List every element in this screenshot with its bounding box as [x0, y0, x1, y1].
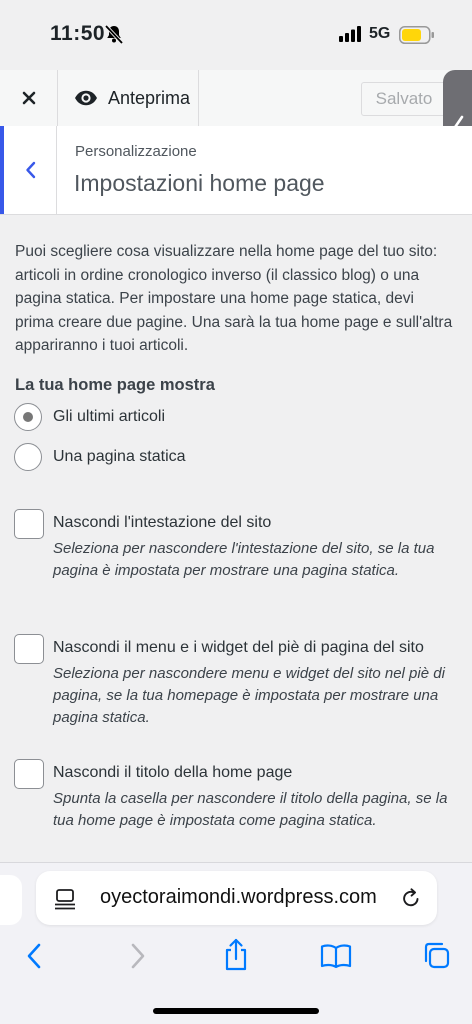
- checkbox[interactable]: [14, 509, 44, 539]
- bookmarks-icon[interactable]: [320, 943, 352, 974]
- reload-icon[interactable]: [400, 887, 422, 914]
- chevron-left-icon: [25, 161, 36, 179]
- cellular-signal-icon: [339, 26, 363, 47]
- address-bar[interactable]: [36, 871, 437, 925]
- home-indicator: [153, 1008, 319, 1014]
- section-description: Puoi scegliere cosa visualizzare nella home page del tuo sito: articoli in ordine cronologico inverso (il classico blog) o una pagina statica. Per impostare una home page statica, devi prima creare due pagine. Una sarà la tua home page e sull'altra appariranno i tuoi articoli.: [15, 243, 453, 354]
- checkbox[interactable]: [14, 759, 44, 789]
- checkbox-description: Seleziona per nascondere menu e widget del sito nel piè di pagina, se la tua homepage è impostata per mostrare una pagina statica.: [53, 665, 445, 726]
- radio-label: Gli ultimi articoli: [53, 408, 166, 425]
- radio-button[interactable]: [14, 403, 42, 431]
- checkbox[interactable]: [14, 634, 44, 664]
- preview-label: Anteprima: [108, 87, 191, 108]
- preview-button[interactable]: [57, 70, 199, 126]
- status-time: 11:50: [50, 22, 106, 45]
- previous-tab-preview[interactable]: [0, 875, 22, 925]
- back-button[interactable]: [0, 126, 57, 214]
- page-menu-icon[interactable]: [54, 888, 76, 915]
- checkbox-description: Seleziona per nascondere l'intestazione del sito, se la tua pagina è impostata per mostrare una pagina statica.: [53, 540, 435, 579]
- homepage-display-title: La tua home page mostra: [15, 376, 215, 394]
- close-icon: [22, 91, 36, 105]
- status-bar: [0, 0, 472, 70]
- radio-latest-posts[interactable]: [14, 403, 165, 431]
- share-icon[interactable]: [222, 938, 250, 977]
- checkbox-label: Nascondi il titolo della home page: [53, 764, 293, 781]
- radio-static-page[interactable]: [14, 443, 186, 471]
- eye-icon: [74, 90, 98, 106]
- breadcrumb: Personalizzazione: [75, 143, 197, 160]
- battery-icon: [399, 26, 435, 49]
- saved-button[interactable]: Salvato: [361, 82, 447, 116]
- checkbox-label: Nascondi l'intestazione del sito: [53, 514, 272, 531]
- radio-button[interactable]: [14, 443, 42, 471]
- radio-selected-dot: [23, 412, 33, 422]
- network-type: 5G: [369, 25, 391, 42]
- checkbox-description: Spunta la casella per nascondere il titolo della pagina, se la tua home page è impostata come pagina statica.: [53, 790, 448, 829]
- url-text: oyectoraimondi.wordpress.com: [100, 886, 377, 908]
- page-title: Impostazioni home page: [74, 170, 325, 196]
- bell-off-icon: [104, 24, 124, 49]
- forward-nav-icon[interactable]: [127, 942, 149, 975]
- radio-label: Una pagina statica: [53, 448, 186, 465]
- customizer-header: [0, 70, 472, 127]
- checkbox-label: Nascondi il menu e i widget del piè di pagina del sito: [53, 639, 424, 656]
- back-nav-icon[interactable]: [24, 942, 46, 975]
- tabs-icon[interactable]: [421, 940, 451, 975]
- close-button[interactable]: [0, 70, 58, 126]
- section-header: [0, 126, 472, 215]
